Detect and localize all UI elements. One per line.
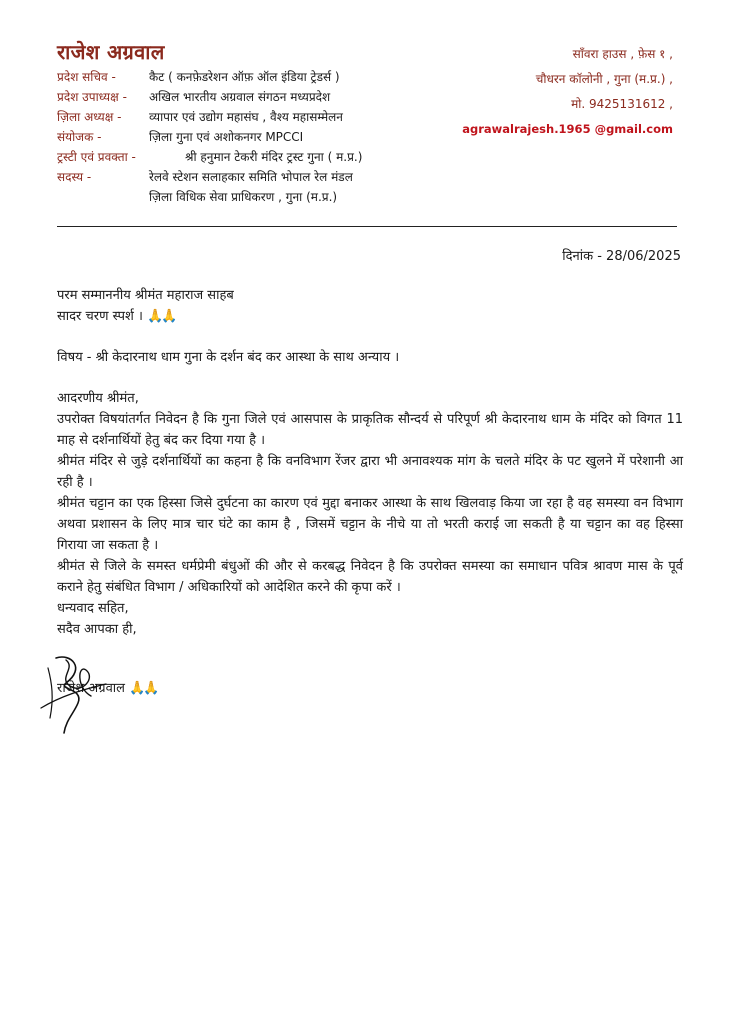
- role-value: ज़िला विधिक सेवा प्राधिकरण , गुना (म.प्र.): [149, 190, 338, 204]
- subject-line: विषय - श्री केदारनाथ धाम गुना के दर्शन बंद कर आस्था के साथ अन्याय ।: [57, 350, 400, 365]
- folded-hands-icon: 🙏🙏: [147, 309, 176, 324]
- email-address: agrawalrajesh.1965 @gmail.com: [462, 122, 673, 136]
- address-line: आदरणीय श्रीमंत,: [57, 391, 139, 406]
- role-row: [57, 148, 477, 168]
- phone-number: मो. 9425131612 ,: [571, 97, 673, 111]
- address-line: चौधरन कॉलोनी , गुना (म.प्र.) ,: [535, 72, 673, 86]
- header-divider: [57, 226, 677, 227]
- role-value: ज़िला गुना एवं अशोकनगर MPCCI: [149, 130, 304, 144]
- role-label: ज़िला अध्यक्ष -: [57, 110, 122, 124]
- paragraph: श्रीमंत से जिले के समस्त धर्मप्रेमी बंधुओं की और से करबद्ध निवेदन है कि उपरोक्त समस्या का समाधान पवित्र श्रावण मास के पूर्व कराने हेतु संबंधित विभाग / अधिकारियों को आदेशित करने की कृपा करें ।: [57, 559, 683, 595]
- greeting-text: सादर चरण स्पर्श ।: [57, 309, 143, 324]
- address-line: साँवरा हाउस , फ़ेस १ ,: [572, 47, 673, 61]
- closing-line: सदैव आपका ही,: [57, 622, 137, 637]
- folded-hands-icon: 🙏🙏: [129, 681, 158, 696]
- handwritten-signature: [36, 648, 126, 738]
- role-label: प्रदेश उपाध्यक्ष -: [57, 90, 127, 104]
- role-value: रेलवे स्टेशन सलाहकार समिति भोपाल रेल मंडल: [149, 170, 353, 184]
- closing-line: धन्यवाद सहित,: [57, 601, 129, 616]
- role-value: कैट ( कनफ़ेडरेशन ऑफ़ ऑल इंडिया ट्रेडर्स ): [149, 70, 340, 84]
- salutation: परम सम्माननीय श्रीमंत महाराज साहब: [57, 288, 234, 303]
- letter-date: दिनांक - 28/06/2025: [562, 249, 681, 264]
- role-row: [57, 168, 477, 188]
- paragraph: उपरोक्त विषयांतर्गत निवेदन है कि गुना जिले एवं आसपास के प्राकृतिक सौन्दर्य से परिपूर्ण श्री केदारनाथ धाम के मंदिर को विगत 11 माह से दर्शनार्थियों हेतु बंद कर दिया गया है ।: [57, 412, 683, 448]
- role-value: व्यापार एवं उद्योग महासंघ , वैश्य महासम्मेलन: [149, 110, 343, 124]
- role-label: प्रदेश सचिव -: [57, 70, 116, 84]
- role-label: संयोजक -: [57, 130, 102, 144]
- role-value: अखिल भारतीय अग्रवाल संगठन मध्यप्रदेश: [149, 90, 331, 104]
- role-value: श्री हनुमान टेकरी मंदिर ट्रस्ट गुना ( म.प्र.): [185, 150, 363, 164]
- paragraph: श्रीमंत चट्टान का एक हिस्सा जिसे दुर्घटना का कारण एवं मुद्दा बनाकर आस्था के साथ खिलवाड़ किया जा रहा है वह समस्या वन विभाग अथवा प्रशासन के लिए मात्र चार घंटे का काम है , जिसमें चट्टान के नीचे या तो भरती कराई जा सकती है या चट्टान का वह हिस्सा गिराया जा सकता है ।: [57, 496, 683, 553]
- address-block: [413, 46, 673, 146]
- letter-body: [57, 285, 683, 640]
- role-row: [57, 188, 477, 208]
- greeting: [57, 306, 683, 327]
- role-label: सदस्य -: [57, 170, 92, 184]
- signoff-name: राजेश अग्रवाल: [57, 681, 125, 696]
- paragraph: श्रीमंत मंदिर से जुड़े दर्शनार्थियों का कहना है कि वनविभाग रेंजर द्वारा भी अनावश्यक मांग के चलते मंदिर के पट खुलने में परेशानी आ रही है ।: [57, 454, 683, 490]
- role-label: ट्रस्टी एवं प्रवक्ता -: [57, 150, 136, 164]
- letterhead-name: राजेश अग्रवाल: [57, 40, 165, 64]
